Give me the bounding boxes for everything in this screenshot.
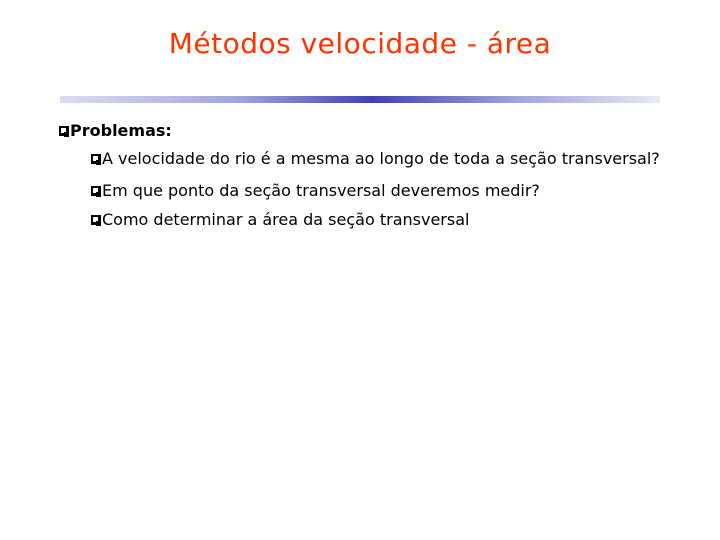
- list-item-text: Como determinar a área da seção transversal: [102, 210, 470, 229]
- list-item: [91, 180, 540, 202]
- list-item-text: A velocidade do rio é a mesma ao longo de toda a seção transversal?: [102, 149, 660, 168]
- list-item: [91, 148, 660, 170]
- heading-text: Problemas:: [70, 121, 172, 140]
- list-item-text: Em que ponto da seção transversal deveremos medir?: [102, 181, 540, 200]
- square-bullet-icon: [91, 154, 101, 165]
- list-item: [91, 209, 469, 231]
- heading-problemas: [59, 120, 172, 142]
- square-bullet-icon: [91, 186, 101, 197]
- title-divider: [60, 96, 660, 103]
- square-bullet-icon: [91, 215, 101, 226]
- slide-title: Métodos velocidade - área: [168, 27, 552, 60]
- square-bullet-icon: [59, 126, 69, 137]
